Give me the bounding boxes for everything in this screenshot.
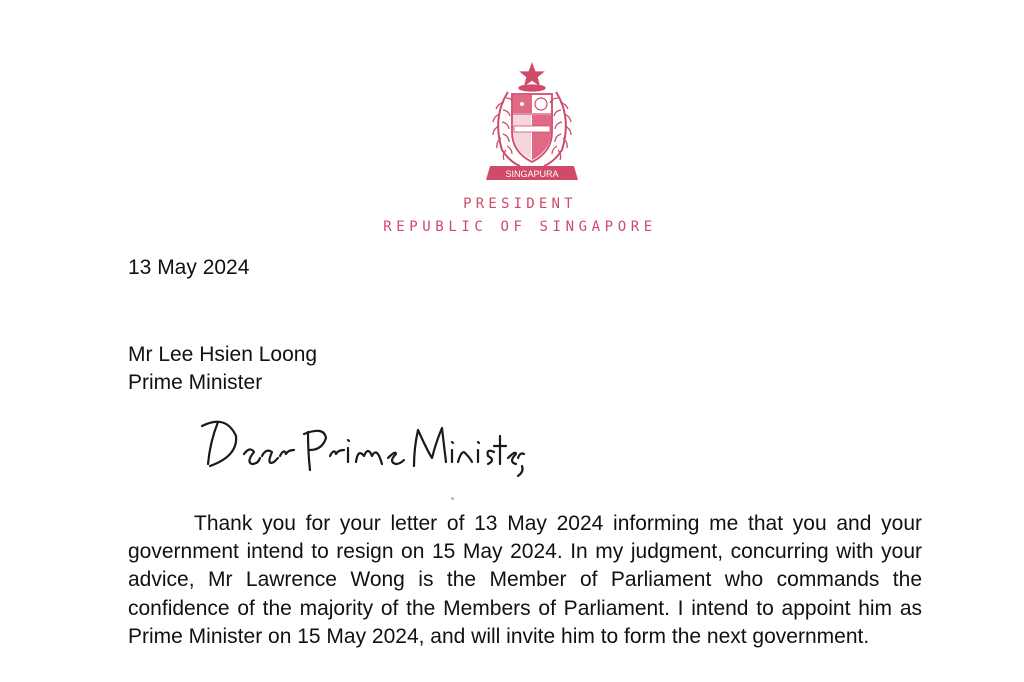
handwritten-salutation <box>196 412 526 482</box>
letter-date: 13 May 2024 <box>128 256 250 279</box>
letterhead-subtitle: REPUBLIC OF SINGAPORE <box>383 219 657 235</box>
crest-banner-text: SINGAPURA <box>505 169 559 179</box>
coat-of-arms-icon <box>480 62 584 186</box>
recipient-title: Prime Minister <box>128 371 263 394</box>
paper-speck <box>451 497 454 500</box>
letter-body: Thank you for your letter of 13 May 2024 informing me that you and your government intend to resign on 15 May 2024. In my judgment, concurring with your advice, Mr Lawrence Wong is the Member of Parliament who commands the confidence of the majority of the Members of Parliament. I intend to appoint him as Prime Minister on 15 May 2024, and will invite him to form the next government. <box>128 512 922 648</box>
addressee-block <box>128 341 317 397</box>
letterhead-title: PRESIDENT <box>463 196 577 212</box>
recipient-name: Mr Lee Hsien Loong <box>128 343 318 366</box>
